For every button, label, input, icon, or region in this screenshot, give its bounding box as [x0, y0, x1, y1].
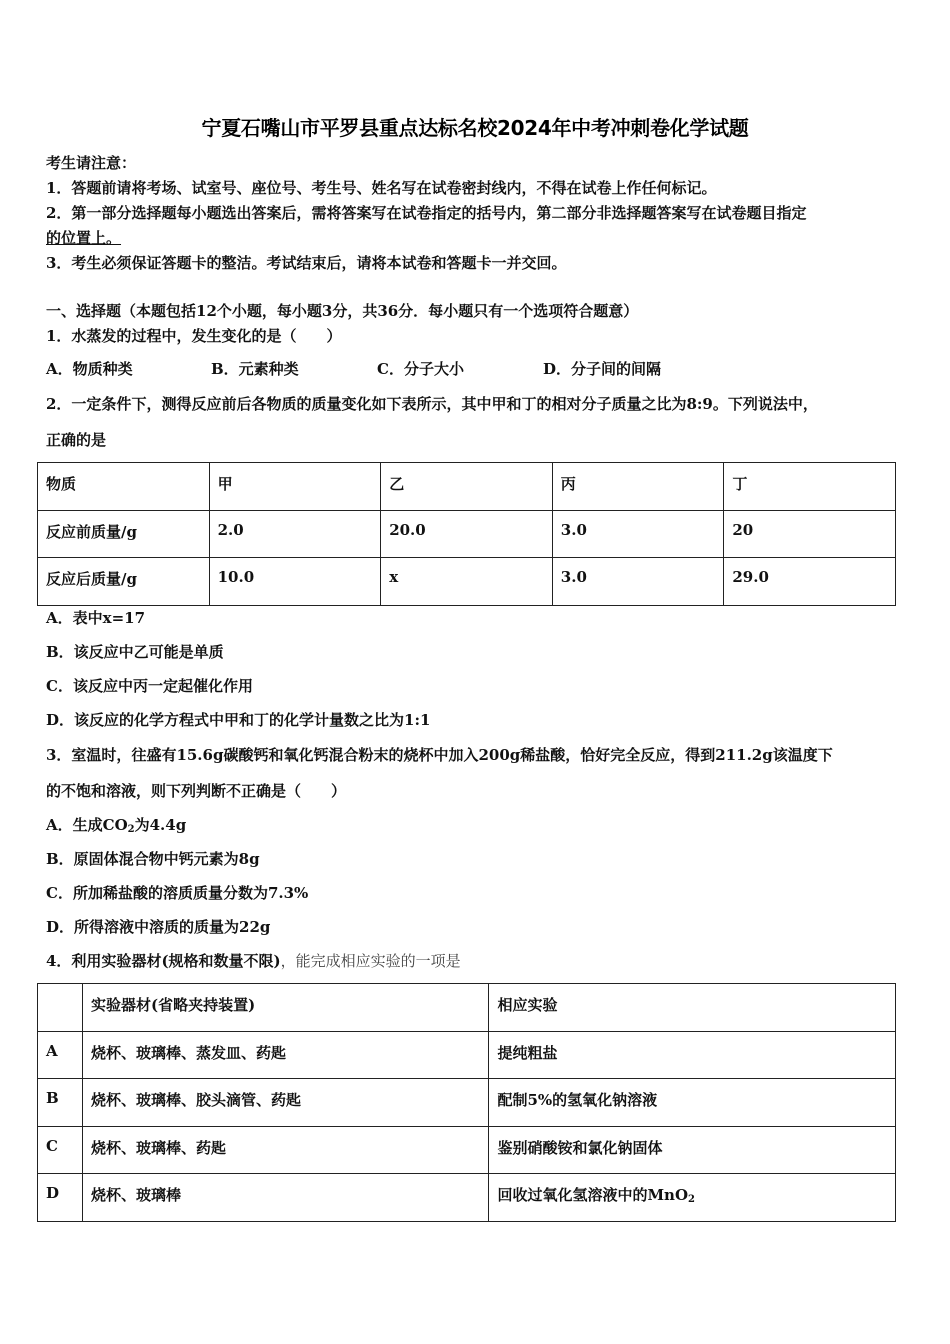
experiment-cell	[489, 1174, 896, 1222]
q3-option-c[interactable]: C．所加稀盐酸的溶质质量分数为7.3%	[46, 884, 309, 902]
table-row	[38, 558, 896, 606]
q2-mass-table	[37, 462, 896, 606]
q1-option-c[interactable]: C．分子大小	[377, 360, 464, 378]
q3-option-a-prefix: A．生成CO	[46, 816, 128, 834]
notice-item-3: 3．考生必须保证答题卡的整洁。考试结束后，请将本试卷和答题卡一并交回。	[46, 254, 567, 272]
q3-option-b[interactable]: B．原固体混合物中钙元素为8g	[46, 850, 260, 868]
table-row[interactable]	[38, 1174, 896, 1222]
q1-option-d[interactable]: D．分子间的间隔	[543, 360, 662, 378]
table-cell: 2.0	[209, 510, 381, 558]
question-4-stem-light: ，能完成相应实验的一项是	[280, 952, 461, 970]
q2-option-a[interactable]: A．表中x=17	[46, 609, 146, 627]
experiment-cell: 鉴别硝酸铵和氯化钠固体	[489, 1126, 896, 1174]
subscript: 2	[688, 1194, 695, 1206]
question-3-stem-line1: 3．室温时，往盛有15.6g碳酸钙和氧化钙混合粉末的烧杯中加入200g稀盐酸，恰好完全反应，得到211.2g该温度下	[46, 746, 833, 764]
experiment-cell: 提纯粗盐	[489, 1031, 896, 1079]
table-header-row	[38, 463, 896, 511]
table-cell: 10.0	[209, 558, 381, 606]
q3-option-a[interactable]	[46, 815, 186, 840]
table-row[interactable]	[38, 1031, 896, 1079]
question-1-stem: 1．水蒸发的过程中，发生变化的是（ ）	[46, 327, 342, 345]
table-cell: 20.0	[381, 510, 553, 558]
table-header-cell: 乙	[381, 463, 553, 511]
table-header-cell	[38, 984, 83, 1032]
table-cell: 3.0	[552, 558, 724, 606]
table-header-cell: 甲	[209, 463, 381, 511]
equipment-cell: 烧杯、玻璃棒、药匙	[82, 1126, 488, 1174]
table-cell: 反应后质量/g	[38, 558, 210, 606]
q3-option-d[interactable]: D．所得溶液中溶质的质量为22g	[46, 918, 271, 936]
experiment-text: 回收过氧化氢溶液中的MnO	[497, 1186, 689, 1205]
q1-option-a[interactable]: A．物质种类	[46, 360, 133, 378]
section-heading: 一、选择题（本题包括12个小题，每小题3分，共36分．每小题只有一个选项符合题意）	[46, 302, 639, 320]
table-cell: 反应前质量/g	[38, 510, 210, 558]
notice-item-1: 1．答题前请将考场、试室号、座位号、考生号、姓名写在试卷密封线内，不得在试卷上作任何标记。	[46, 179, 717, 197]
notice-heading: 考生请注意：	[46, 154, 137, 172]
subscript: 2	[127, 824, 135, 835]
q2-option-c[interactable]: C．该反应中丙一定起催化作用	[46, 677, 253, 695]
table-row[interactable]	[38, 1126, 896, 1174]
table-cell: 20	[724, 510, 896, 558]
table-header-cell: 丙	[552, 463, 724, 511]
table-header-row	[38, 984, 896, 1032]
equipment-cell: 烧杯、玻璃棒	[82, 1174, 488, 1222]
question-4-stem	[46, 951, 461, 971]
table-row	[38, 510, 896, 558]
table-cell: x	[381, 558, 553, 606]
table-cell: 3.0	[552, 510, 724, 558]
option-letter-cell: A	[38, 1031, 83, 1079]
option-letter-cell: C	[38, 1126, 83, 1174]
q3-option-a-suffix: 为4.4g	[134, 816, 187, 834]
option-letter-cell: D	[38, 1174, 83, 1222]
table-row[interactable]	[38, 1079, 896, 1127]
table-header-cell: 相应实验	[489, 984, 896, 1032]
question-4-stem-bold: 4．利用实验器材(规格和数量不限)	[46, 952, 281, 970]
table-cell: 29.0	[724, 558, 896, 606]
table-header-cell: 丁	[724, 463, 896, 511]
question-3-stem-line2: 的不饱和溶液，则下列判断不正确是（ ）	[46, 782, 347, 800]
question-2-stem-line2: 正确的是	[46, 431, 107, 449]
q2-option-d[interactable]: D．该反应的化学方程式中甲和丁的化学计量数之比为1:1	[46, 711, 431, 729]
question-2-stem-line1: 2．一定条件下，测得反应前后各物质的质量变化如下表所示，其中甲和丁的相对分子质量之比为8:9。下列说法中，	[46, 395, 818, 413]
notice-item-2: 2．第一部分选择题每小题选出答案后，需将答案写在试卷指定的括号内，第二部分非选择题答案写在试卷题目指定	[46, 204, 807, 222]
table-header-cell: 实验器材(省略夹持装置)	[82, 984, 488, 1032]
q2-option-b[interactable]: B．该反应中乙可能是单质	[46, 643, 224, 661]
equipment-cell: 烧杯、玻璃棒、胶头滴管、药匙	[82, 1079, 488, 1127]
option-letter-cell: B	[38, 1079, 83, 1127]
equipment-cell: 烧杯、玻璃棒、蒸发皿、药匙	[82, 1031, 488, 1079]
q1-option-b[interactable]: B．元素种类	[211, 360, 299, 378]
table-header-cell: 物质	[38, 463, 210, 511]
notice-item-2-cont: 的位置上。	[46, 229, 122, 247]
experiment-cell: 配制5%的氢氧化钠溶液	[489, 1079, 896, 1127]
page-title: 宁夏石嘴山市平罗县重点达标名校2024年中考冲刺卷化学试题	[201, 116, 749, 140]
q4-equipment-table	[37, 983, 896, 1222]
